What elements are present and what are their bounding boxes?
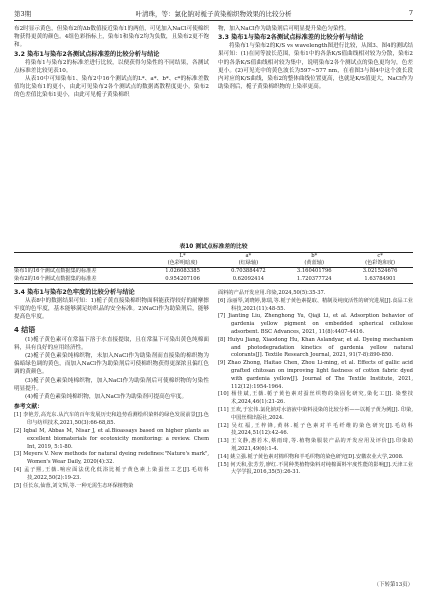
table-10 xyxy=(14,243,413,284)
table-row-label: 染布1的16个测试点数据集的标准差 xyxy=(14,268,97,275)
reference-item: [6] 涂丽琴,刘晓婷,陈瑞,等.栀子黄色素提取、精制及纯度活性的研究进展[J].食品工业科技,2021(11):48-55. xyxy=(218,297,413,312)
left-column-bottom xyxy=(14,288,209,490)
table-row-label: 染布2的16个测试点数据集的标准差 xyxy=(14,276,150,284)
table-cell: 1.63784901 xyxy=(347,276,413,284)
reference-item: [12] 吴红福,王梓锋,黄林.栀子色素对羊毛纤维的染色研究[J].毛纺科技,2024,51(12):42-46. xyxy=(218,422,413,437)
body-paragraph: 从表8中的数据结果可知：1)栀子黄直接染棉织物面料能获得较好的耐摩擦牢度的色牢度，基本能够满足纺织品的安全标准。2)NaCl作为助染剂后，能够提高色牢度。 xyxy=(14,298,209,321)
reference-item: [8] Huiyu Jiang, Xiaodong Hu, Khan Aslandyar, et al. Dyeing mechanism and photodegradation kinetics of gardenia yellow natural colorants[J]. Textile Research Journal, 2021, 91(7-8):890-850. xyxy=(218,336,413,359)
reference-item: [14] 姚立强.栀子黄色素对棉织物和羊毛织物的染色研究[D].安徽农业大学,2008. xyxy=(218,453,404,460)
reference-item: [11] 王欢,于宏伟.氯化钠对水溶液中染料浸染的比较分析——以栀子黄为例[J]. 印染,中国丝绸出版社,2024. xyxy=(218,406,413,421)
section-heading-3-3: 3.3 染布1与染布2各测试点标准差的比较分析与结论 xyxy=(218,34,364,42)
table-cell: 0.62092414 xyxy=(215,276,281,284)
conclusion-paragraph: (4)栀子黄色素染纯棉织物，加入NaCl作为助染剂可提高色牢度。 xyxy=(25,394,188,401)
page-number: 7 xyxy=(408,9,413,17)
reference-item: [3] Meyers V. New methods for natural dyeing redefines:"Nature's mark", Women's Wear Daily, 2020(4):32. xyxy=(14,451,209,466)
table-header-cell: (红绿轴) xyxy=(215,260,281,268)
running-title: 叶清珠，等：氯化钠对栀子黄染棉织物效果的比较分析 xyxy=(135,10,292,18)
table-header-cell xyxy=(14,253,150,261)
reference-item: [15] 何天和,张芳芳,廖红.不同种类植物染料对纯棉面料牢度性能的影响[J].天津工业大学学报,2016,35(5):26-31. xyxy=(218,461,413,476)
table-cell: 3.160401796 xyxy=(296,268,332,275)
reference-item: 面料的产品开发应用.印染,2024,50(5):35-37. xyxy=(218,290,326,296)
table-cell: 0.954207106 xyxy=(150,276,216,284)
table-header-cell: c* xyxy=(347,253,413,261)
reference-item: [1] 李艳芳,高光东.从汽车的百年发展历史和趋势看测绘织染料的绿色发展前景[J].色印与纺织技术,2021,50(3):66-68,85. xyxy=(14,412,209,427)
references-left xyxy=(14,403,209,490)
body-paragraph: 物，加入NaCl作为助染剂后可明显提升染色匀染性。 xyxy=(218,26,350,32)
table-header-cell: (色彩饱和度) xyxy=(347,260,413,268)
table-header-cell: b* xyxy=(281,253,347,261)
table-row xyxy=(14,276,413,284)
right-column-top xyxy=(218,25,413,91)
reference-item: [2] Iqbal M, Abbas M, Nisar J, et al.Bioassays based on higher plants as excellent biomaterials for ecotoxicity monitoring: a review. Chem Int, 2019, 5:1-80. xyxy=(14,428,209,450)
references-heading: 参考文献： xyxy=(14,404,43,411)
table-header-row xyxy=(14,260,413,268)
reference-item: [7] Jianting Liu, Zhenghong Yu, Qiaji Li, et al. Adsorption behavior of gardenia yellow pigment on embedded spherical cellulose adsorbent. BSC Advances, 2021, 11(8):4407-4416. xyxy=(218,313,413,335)
table-header-cell: L* xyxy=(150,253,216,261)
section-heading-3-4: 3.4 染布1与染布2色牢度的比较分析与结论 xyxy=(14,289,135,296)
section-heading-3-2: 3.2 染布1与染布2各测试点标准差的比较分析与结论 xyxy=(14,50,160,58)
table-row xyxy=(14,268,413,276)
section-heading-4: 4 结语 xyxy=(14,325,36,334)
body-paragraph: 将染布1与染布2的标准差进行比较，以便获得匀染性的不同结果，各测试点标准差比较见表10。 xyxy=(14,59,209,74)
table-caption: 表10 测试点标准差的比较 xyxy=(179,244,248,250)
table-header-cell: (色彩明暗度) xyxy=(150,260,216,268)
table-header-cell: (黄蓝轴) xyxy=(281,260,347,268)
left-column-top xyxy=(14,25,209,100)
header-rule xyxy=(14,20,413,21)
body-paragraph: 从表10中可知染布1、染布2中16个测试点的L*、a*、b*、c*的标准差数值均比染布1的更小，由此可见染布2各个测试点的数据离散程度更小，染布2的色差值比染布1更小，由此可见栀子黄染棉织 xyxy=(14,76,209,99)
std-dev-table xyxy=(14,252,413,284)
conclusion-paragraph: (1)栀子黄色素可在常温下溶于水直接提取，且在常温下可染出黄色纯棉面料，具有良好的应用经济性。 xyxy=(14,336,209,351)
body-paragraph: 将染布1与染布2的K/S vs wavelength图进行比较，从图3、图4的测试结果可知：(1)在同等波长范围，染布1中的各条K/S值曲线相对较为分散，染布2中的各条K/S值曲线相对较为集中，说明染布2各个测试点的染色更均匀，色差更小。(2)可见光中的黄色波长为597~577 nm，在看图3与图4中这个波长段内对应的K/S曲线，染布2的整体曲线位置更高，也就是K/S值更大，NaCl作为助染剂后，栀子黄染棉织物的上染率更高。 xyxy=(218,43,413,91)
references-right xyxy=(218,290,413,477)
table-cell: 1.026083385 xyxy=(165,268,200,275)
running-header xyxy=(14,6,413,18)
reference-item: [13] 王文静,惠若木,蔡雨琦,等.植物染服装产品的开发应用及评价[J].印染助剂,2021,49(6):1-4. xyxy=(218,438,413,452)
table-header-cell xyxy=(14,260,150,268)
reference-item: [9] Zhao Zhong, Haitao Chen, Zhou Li-ming, et al. Effects of gallic acid grafted chitosan on improving light fastness of cotton fabric dyed with gardenia yellow[J]. Journal of The Textile Institute, 2021, 112(12):1954-1964. xyxy=(218,360,413,390)
body-paragraph: 布2时显示黄色，但染布2的Δb数值接近染布1的两倍，可见加入NaCl可使棉织物获得更黄的颜色。4组色彩指标上，染布1和染布2均为负数，且染布2更不饱和。 xyxy=(14,26,209,49)
table-cell: 3.021524676 xyxy=(362,268,398,275)
conclusion-paragraph: (3)栀子黄色素染纯棉织物，加入NaCl作为助染剂后可使棉织物的匀染性明显提升。 xyxy=(14,377,209,392)
journal-issue: 第3期 xyxy=(14,10,32,18)
table-header-cell: a* xyxy=(215,253,281,261)
table-cell: 1.720377724 xyxy=(281,276,347,284)
reference-item: [10] 杨佳斌,王薇.栀子黄色素对蚕丝织物的染固化研究,染化工[J]. 染整技术,2024,46(1):21-26. xyxy=(218,391,413,406)
reference-item: [4] 孟子熙,王薇.响应面法优化低浴比栀子黄色素上染蚕丝工艺[J].毛纺科技,2022,50(2):19-23. xyxy=(14,467,209,481)
conclusion-paragraph: (2)栀子黄色素染纯棉织物，未加入NaCl作为助染剂而直接染的棉织物为偏暗绿色调的黄色，而加入NaCl作为助染剂后可使棉织物获得更深浓且偏红色调的黄颜色。 xyxy=(14,353,209,376)
table-header-row xyxy=(14,253,413,261)
reference-item: [5] 任长东,仙蓉,刘文辉,等.一种无需生态环保植物染 xyxy=(14,482,134,489)
table-cell: 0.703884472 xyxy=(231,268,266,275)
continued-note: （下转第13页） xyxy=(373,582,413,588)
